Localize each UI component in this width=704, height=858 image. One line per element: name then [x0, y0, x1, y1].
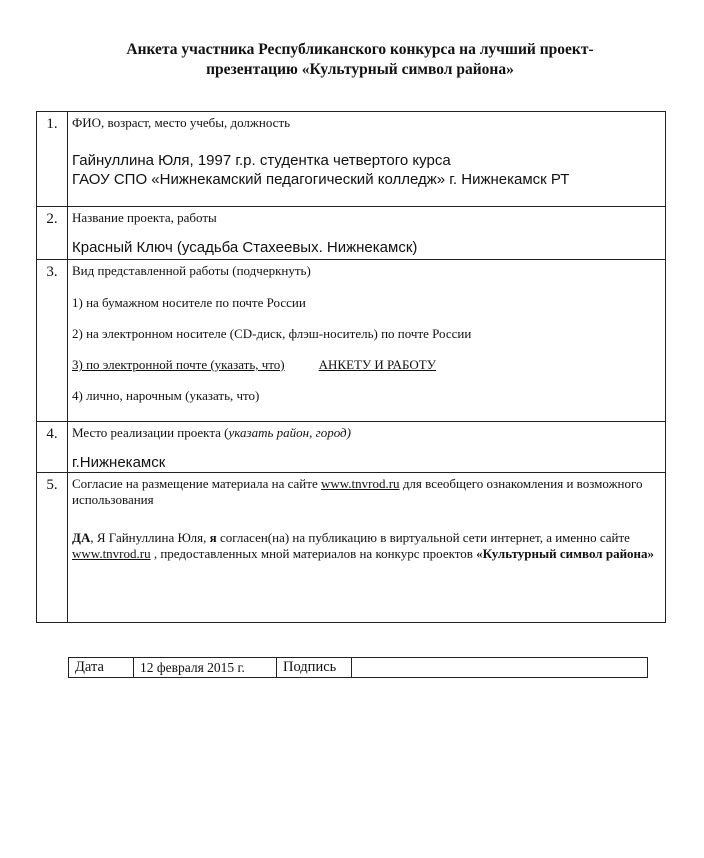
- answer-line: Красный Ключ (усадьба Стахеевых. Нижнекамск): [72, 239, 418, 256]
- table-row: [37, 112, 666, 207]
- answer-line: ГАОУ СПО «Нижнекамский педагогический колледж» г. Нижнекамск РТ: [72, 171, 570, 188]
- title-line-1: Анкета участника Республиканского конкурса на лучший проект-: [126, 41, 594, 58]
- question-label: Название проекта, работы: [72, 210, 217, 225]
- consent-project-name: «Культурный символ района»: [476, 546, 655, 561]
- signature-value: [352, 658, 648, 678]
- table-row: [37, 473, 666, 623]
- option-email-label: 3) по электронной почте (указать, что): [72, 357, 285, 372]
- site-link[interactable]: www.tnvrod.ru: [72, 546, 151, 561]
- consent-yes: ДА: [72, 530, 91, 545]
- table-row: [69, 658, 648, 678]
- table-row: [37, 422, 666, 473]
- row-number: 5.: [37, 473, 68, 623]
- signature-label: Подпись: [277, 658, 352, 678]
- question-label: Вид представленной работы (подчеркнуть): [72, 263, 311, 278]
- signature-table: [68, 657, 648, 678]
- question-text: для всеобщего ознакомления и возможного использования: [72, 476, 643, 507]
- site-link[interactable]: www.tnvrod.ru: [320, 476, 400, 491]
- table-row: [37, 260, 666, 422]
- row-number: 2.: [37, 207, 68, 260]
- consent-text: согласен(на) на публикацию в виртуальной сети интернет, а именно сайте: [216, 530, 630, 545]
- option-electronic-media: 2) на электронном носителе (CD-диск, флэш-носитель) по почте России: [72, 326, 472, 341]
- form-title: [60, 40, 660, 80]
- row-content: [68, 112, 666, 207]
- question-label: [72, 425, 661, 441]
- consent-statement: [72, 530, 661, 562]
- row-number: 3.: [37, 260, 68, 422]
- option-email-value: АНКЕТУ И РАБОТУ: [318, 357, 436, 372]
- questionnaire-table: [36, 111, 666, 623]
- option-in-person: 4) лично, нарочным (указать, что): [72, 388, 260, 403]
- row-number: 4.: [37, 422, 68, 473]
- row-content: [68, 473, 666, 623]
- consent-text: , Я Гайнуллина Юля,: [90, 530, 210, 545]
- title-line-2: презентацию «Культурный символ района»: [206, 61, 514, 78]
- table-row: [37, 207, 666, 260]
- question-italic: указать район, город): [228, 425, 351, 440]
- row-content: [68, 207, 666, 260]
- row-number: 1.: [37, 112, 68, 207]
- question-label: [72, 476, 661, 508]
- row-content: [68, 260, 666, 422]
- answer-line: Гайнуллина Юля, 1997 г.р. студентка четвертого курса: [72, 152, 451, 169]
- option-paper: 1) на бумажном носителе по почте России: [72, 295, 306, 310]
- date-label: Дата: [69, 658, 134, 678]
- question-text: Согласие на размещение материала на сайте: [72, 476, 321, 491]
- consent-text-bold: я: [209, 530, 217, 545]
- answer-line: г.Нижнекамск: [72, 454, 166, 471]
- consent-text: , предоставленных мной материалов на конкурс проектов: [150, 546, 477, 561]
- question-label: ФИО, возраст, место учебы, должность: [72, 115, 291, 130]
- question-text: Место реализации проекта (: [72, 425, 229, 440]
- option-email-selected: [72, 357, 661, 373]
- date-value: 12 февраля 2015 г.: [134, 658, 277, 678]
- row-content: [68, 422, 666, 473]
